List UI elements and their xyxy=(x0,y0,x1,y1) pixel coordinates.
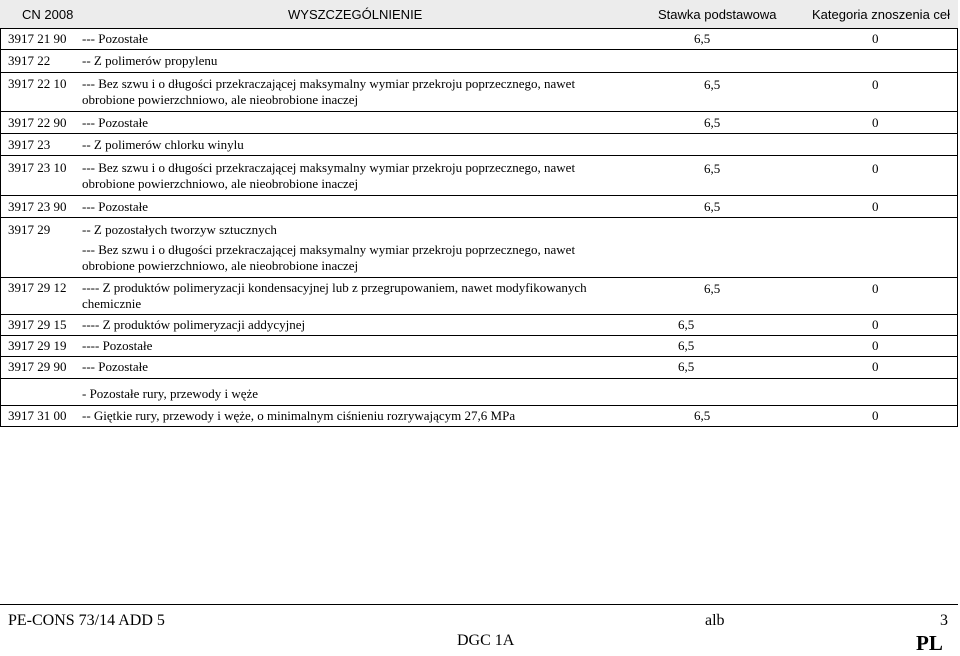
row-cn: 3917 21 90 xyxy=(8,31,67,46)
table-row xyxy=(0,379,958,406)
row-rate: 6,5 xyxy=(704,115,721,130)
row-cn: 3917 22 10 xyxy=(8,76,67,91)
row-rate: 6,5 xyxy=(678,359,695,374)
row-description: - Pozostałe rury, przewody i węże xyxy=(82,386,259,401)
document-reference: PE-CONS 73/14 ADD 5 xyxy=(8,612,165,629)
row-description: --- Pozostałe xyxy=(82,199,149,214)
row-description: ---- Z produktów polimeryzacji kondensacyjnej lub z przegrupowaniem, nawet modyfikowanych chemicznie xyxy=(82,280,587,311)
row-category: 0 xyxy=(872,408,879,423)
row-rate: 6,5 xyxy=(678,317,695,332)
row-cn: 3917 23 xyxy=(8,137,51,152)
row-category: 0 xyxy=(872,317,879,332)
row-description: -- Z polimerów chlorku winylu xyxy=(82,137,244,152)
row-cn: 3917 31 00 xyxy=(8,408,67,423)
table-row xyxy=(0,315,958,336)
row-category: 0 xyxy=(872,115,879,130)
row-category: 0 xyxy=(872,199,879,214)
row-cn: 3917 29 12 xyxy=(8,280,67,295)
row-cn: 3917 22 90 xyxy=(8,115,67,130)
row-rate: 6,5 xyxy=(704,199,721,214)
row-description: -- Z polimerów propylenu xyxy=(82,53,218,68)
table-row xyxy=(0,112,958,134)
header-description: WYSZCZEGÓLNIENIE xyxy=(288,7,423,22)
row-description: --- Pozostałe xyxy=(82,31,149,46)
row-category: 0 xyxy=(872,161,879,176)
table-row xyxy=(0,29,958,50)
row-cn: 3917 23 90 xyxy=(8,199,67,214)
row-description: --- Bez szwu i o długości przekraczającej maksymalny wymiar przekroju poprzecznego, nawet obrobione powierzchniowo, ale nieobrobione inaczej xyxy=(82,160,576,191)
author-initials: alb xyxy=(705,612,725,629)
table-row xyxy=(0,218,958,238)
row-category: 0 xyxy=(872,338,879,353)
row-cn: 3917 29 15 xyxy=(8,317,67,332)
table-row xyxy=(0,196,958,218)
row-category: 0 xyxy=(872,77,879,92)
table-row xyxy=(0,238,958,278)
table-header xyxy=(0,0,958,29)
header-category: Kategoria znoszenia ceł xyxy=(812,7,951,22)
row-category: 0 xyxy=(872,31,879,46)
row-cn: 3917 23 10 xyxy=(8,160,67,175)
table-row xyxy=(0,278,958,315)
table-row xyxy=(0,50,958,73)
row-cn: 3917 29 19 xyxy=(8,338,67,353)
header-cn: CN 2008 xyxy=(22,7,74,22)
row-rate: 6,5 xyxy=(694,31,711,46)
row-description: ---- Pozostałe xyxy=(82,338,153,353)
row-description: --- Pozostałe xyxy=(82,115,149,130)
table-row xyxy=(0,73,958,112)
row-rate: 6,5 xyxy=(678,338,695,353)
row-cn: 3917 29 xyxy=(8,222,51,237)
row-description: --- Bez szwu i o długości przekraczającej maksymalny wymiar przekroju poprzecznego, nawet obrobione powierzchniowo, ale nieobrobione inaczej xyxy=(82,242,576,273)
row-description: -- Z pozostałych tworzyw sztucznych xyxy=(82,222,277,237)
row-rate: 6,5 xyxy=(704,281,721,296)
table-row xyxy=(0,156,958,196)
directorate-code: DGC 1A xyxy=(457,632,515,649)
row-cn: 3917 29 90 xyxy=(8,359,67,374)
row-category: 0 xyxy=(872,281,879,296)
row-cn: 3917 22 xyxy=(8,53,51,68)
row-description: ---- Z produktów polimeryzacji addycyjnej xyxy=(82,317,306,332)
page-number: 3 xyxy=(940,612,948,629)
row-category: 0 xyxy=(872,359,879,374)
row-rate: 6,5 xyxy=(704,161,721,176)
table-row xyxy=(0,357,958,379)
table-row xyxy=(0,134,958,156)
row-rate: 6,5 xyxy=(694,408,711,423)
table-row xyxy=(0,336,958,357)
header-rate: Stawka podstawowa xyxy=(658,7,777,22)
page-footer xyxy=(0,604,958,655)
row-description: -- Giętkie rury, przewody i węże, o minimalnym ciśnieniu rozrywającym 27,6 MPa xyxy=(82,408,516,423)
row-description: --- Pozostałe xyxy=(82,359,149,374)
row-rate: 6,5 xyxy=(704,77,721,92)
row-description: --- Bez szwu i o długości przekraczającej maksymalny wymiar przekroju poprzecznego, nawet obrobione powierzchniowo, ale nieobrobione inaczej xyxy=(82,76,576,107)
table-row xyxy=(0,406,958,427)
language-code: PL xyxy=(916,631,943,655)
